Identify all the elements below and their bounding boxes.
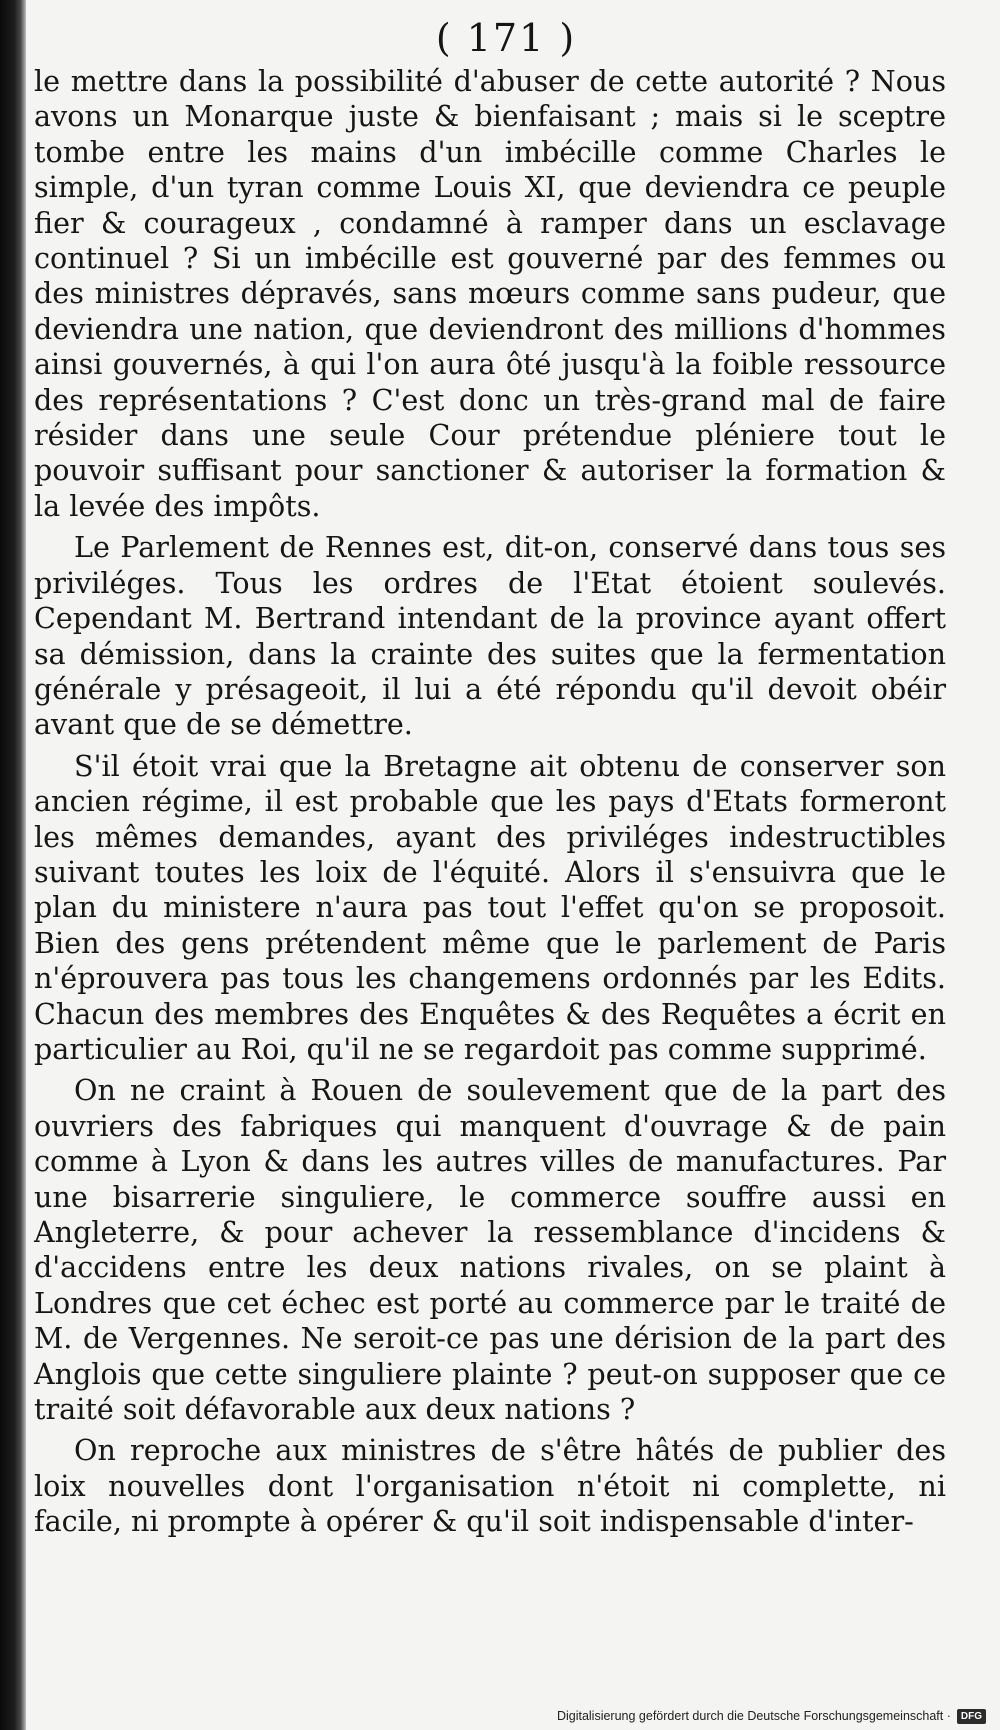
footer-credit: Digitalisierung gefördert durch die Deutsche Forschungsgemeinschaft ·: [556, 1709, 951, 1723]
body-text: [34, 64, 946, 1546]
paragraph-1: le mettre dans la possibilité d'abuser de cette autorité ? Nous avons un Monarque juste & bienfaisant ; mais si le sceptre tombe entre les mains d'un imbécille comme Charles le simple, d'un tyran comme Louis XI, que deviendra ce peuple fier & courageux , condamné à ramper dans un esclavage continuel ? Si un imbécille est gouverné par des femmes ou des ministres dépravés, sans mœurs comme sans pudeur, que deviendra une nation, que deviendront des millions d'hommes ainsi gouvernés, à qui l'on aura ôté jusqu'à la foible ressource des représentations ? C'est donc un très-grand mal de faire résider dans une seule Cour prétendue pléniere tout le pouvoir suffisant pour sanctioner & autoriser la formation & la levée des impôts.: [34, 64, 946, 523]
dfg-logo-icon: DFG: [957, 1709, 986, 1724]
paragraph-2: Le Parlement de Rennes est, dit-on, conservé dans tous ses priviléges. Tous les ordres de l'Etat étoient soulevés. Cependant M. Bertrand intendant de la province ayant offert sa démission, dans la crainte des suites que la fermentation générale y présageoit, il lui a été répondu qu'il devoit obéir avant que de se démettre.: [34, 530, 946, 742]
scanned-page: [26, 0, 1000, 1730]
paragraph-4: On ne craint à Rouen de soulevement que de la part des ouvriers des fabriques qui manquent d'ouvrage & de pain comme à Lyon & dans les autres villes de manufactures. Par une bisarrerie singuliere, le commerce souffre aussi en Angleterre, & pour achever la ressemblance d'incidens & d'accidens entre les deux nations rivales, on se plaint à Londres que cet échec est porté au commerce par le traité de M. de Vergennes. Ne seroit-ce pas une dérision de la part des Anglois que cette singuliere plainte ? peut-on supposer que ce traité soit défavorable aux deux nations ?: [34, 1073, 946, 1427]
digitization-footer: [557, 1706, 986, 1726]
paragraph-3: S'il étoit vrai que la Bretagne ait obtenu de conserver son ancien régime, il est probable que les pays d'Etats formeront les mêmes demandes, ayant des priviléges indestructibles suivant toutes les loix de l'équité. Alors il s'ensuivra que le plan du ministere n'aura pas tout l'effet qu'on se proposoit. Bien des gens prétendent même que le parlement de Paris n'éprouvera pas tous les changemens ordonnés par les Edits. Chacun des membres des Enquêtes & des Requêtes a écrit en particulier au Roi, qu'il ne se regardoit pas comme supprimé.: [34, 748, 946, 1066]
page-number: ( 171 ): [435, 16, 577, 60]
book-binding-shadow: [0, 0, 26, 1730]
paragraph-5: On reproche aux ministres de s'être hâtés de publier des loix nouvelles dont l'organisation n'étoit ni complette, ni facile, ni prompte à opérer & qu'il soit indispensable d'inter-: [34, 1433, 946, 1539]
